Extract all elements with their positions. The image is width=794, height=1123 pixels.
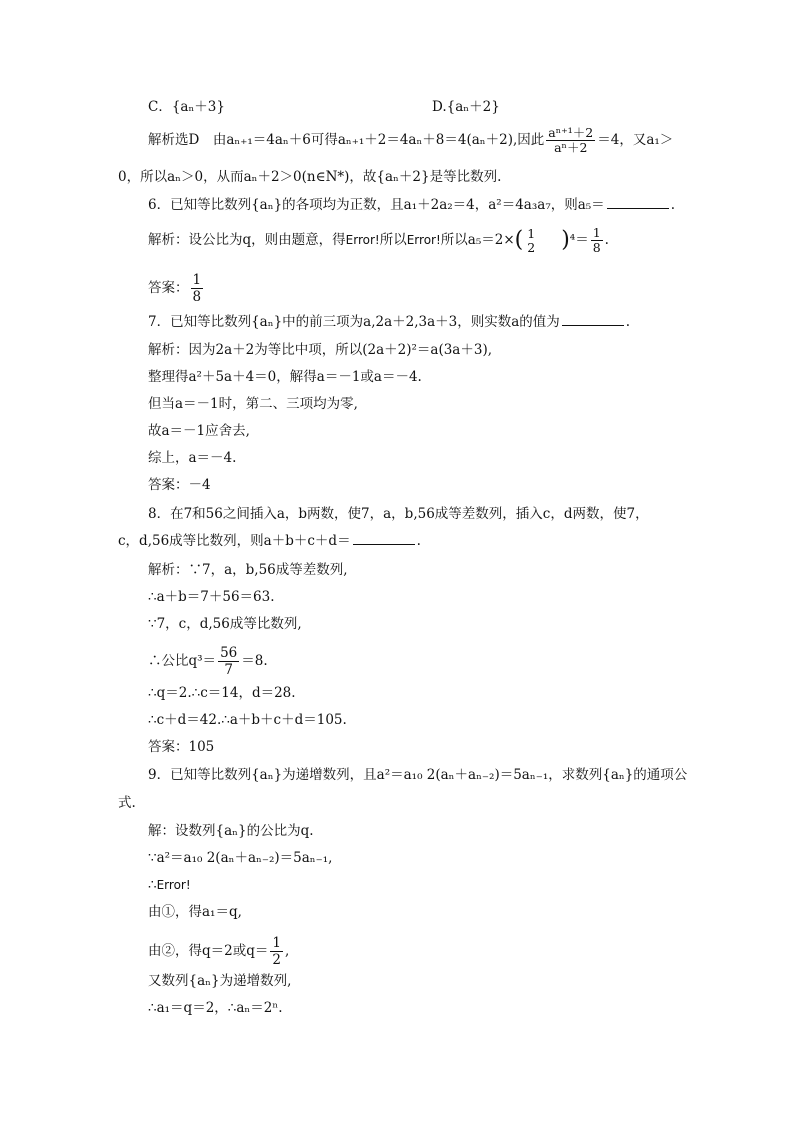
question-7-period: .: [625, 314, 631, 330]
question-6-text: 6．已知等比数列{aₙ}的各项均为正数，且a₁＋2a₂＝4，a²＝4a₃a₇，则a₅＝: [148, 197, 605, 213]
solution-8-step-5: ∴q＝2.∴c＝14，d＝28.: [148, 685, 296, 701]
therefore-symbol: ∴: [148, 877, 157, 893]
solution-9-step-7: ∴a₁＝q＝2，∴aₙ＝2ⁿ.: [148, 1000, 283, 1016]
solution-8-step-3: ∵7，c，d,56成等比数列,: [148, 616, 302, 632]
solution-8-step-6: ∴c＋d＝42.∴a＋b＋c＋d＝105.: [148, 712, 347, 728]
error-text-3: Error!: [156, 878, 191, 892]
solution-8-step-2: ∴a＋b＝7＋56＝63.: [148, 589, 275, 605]
solution-9-step-4: 由①，得a₁＝q,: [148, 904, 242, 920]
ratio-denominator: aⁿ＋2: [554, 140, 588, 155]
q-half-fraction: [270, 935, 283, 968]
answer-blank-8: [353, 532, 415, 545]
question-7: [148, 313, 630, 331]
solution-6-text-c: 所以a₅＝2×: [440, 232, 515, 248]
solution-6-text-a: 解析：设公比为q，则由题意，得: [148, 232, 346, 248]
question-8-period: .: [416, 533, 421, 549]
solution-7-step-3: 但当a＝－1时，第二、三项均为零,: [148, 396, 358, 412]
solution-5-tail: ＝4，又a₁＞: [597, 132, 674, 148]
answer-blank: [607, 196, 669, 209]
solution-7-step-4: 故a＝－1应舍去,: [148, 423, 250, 439]
half-fraction: [525, 227, 537, 255]
solution-6-line: 解析：设公比为q，则由题意，得Error!所以Error!所以a₅＝2×( 1 2 )⁴＝ $\frac{1}{8}$ .: [148, 225, 609, 255]
ratio-numerator: aⁿ⁺¹＋2: [548, 125, 594, 140]
answer-6-denominator: 8: [192, 289, 202, 305]
ratio-8-numerator: 56: [220, 645, 238, 661]
ratio-fraction: [546, 126, 595, 155]
q-half-denominator: 2: [272, 952, 281, 968]
question-9-line-1: 9．已知等比数列{aₙ}为递增数列，且a²＝a₁₀ 2(aₙ＋aₙ₋₂)＝5aₙ₋₁，求数列{aₙ}的通项公: [148, 767, 688, 783]
result-denominator: 8: [592, 240, 601, 255]
solution-9-step-5: [148, 935, 289, 968]
option-c: C．{aₙ＋3}: [148, 99, 225, 115]
solution-9-step-3: [148, 876, 191, 894]
question-8-line-2: [118, 532, 421, 550]
question-6: [148, 196, 675, 214]
question-9-line-2: 式.: [118, 795, 136, 811]
solution-7-step-5: 综上，a＝－4.: [148, 450, 237, 466]
question-8-line-1: 8．在7和56之间插入a，b两数，使7，a，b,56成等差数列，插入c，d两数，使7，: [148, 506, 649, 522]
ratio-8-denominator: 7: [224, 662, 233, 678]
solution-9-step-1: 解：设数列{aₙ}的公比为q.: [148, 823, 314, 839]
result-numerator: 1: [592, 225, 601, 240]
answer-6-numerator: 1: [192, 272, 202, 288]
option-d: D.{aₙ＋2}: [432, 99, 500, 115]
left-paren: (: [514, 227, 524, 253]
solution-5-line-1: [148, 126, 673, 155]
answer-8: 答案：105: [148, 739, 215, 755]
right-paren: ): [561, 227, 570, 253]
solution-8-step-4: [148, 645, 268, 678]
ratio-result: ＝8.: [241, 653, 268, 669]
ratio-fraction-8: [218, 645, 239, 678]
error-text-2: Error!: [406, 233, 441, 247]
q-half-numerator: 1: [272, 935, 281, 951]
half-denominator: 2: [527, 239, 536, 255]
solution-7-step-1: 解析：因为2a＋2为等比中项，所以(2a＋2)²＝a(3a＋3),: [148, 342, 492, 358]
answer-label: 答案：: [148, 280, 189, 296]
power-equals: ⁴＝: [569, 232, 589, 248]
solution-8-step-1: 解析：∵7，a，b,56成等差数列,: [148, 562, 348, 578]
comma: ,: [284, 943, 290, 959]
solution-5-line-2: 0，所以aₙ＞0，从而aₙ＋2＞0(n∈N*)，故{aₙ＋2}是等比数列.: [118, 169, 502, 185]
solution-9-step-6: 又数列{aₙ}为递增数列,: [148, 973, 292, 989]
solution-6-text-b: 所以: [379, 232, 407, 248]
q-values-text: 由②，得q＝2或q＝: [148, 943, 269, 959]
question-8-text: c，d,56成等比数列，则a＋b＋c＋d＝: [118, 533, 351, 549]
answer-6-fraction: [191, 272, 204, 305]
question-7-text: 7．已知等比数列{aₙ}中的前三项为a,2a＋2,3a＋3，则实数a的值为: [148, 314, 560, 330]
solution-5-text: 解析选D 由aₙ₊₁＝4aₙ＋6可得aₙ₊₁＋2＝4aₙ＋8＝4(aₙ＋2),因此: [148, 132, 545, 148]
error-text-1: Error!: [345, 233, 380, 247]
result-fraction: [591, 226, 603, 255]
ratio-text: ∴公比q³＝: [148, 653, 217, 669]
half-numerator: 1: [527, 225, 536, 241]
answer-blank-7: [562, 313, 624, 326]
answer-6: [148, 272, 205, 305]
solution-9-step-2: ∵a²＝a₁₀ 2(aₙ＋aₙ₋₂)＝5aₙ₋₁,: [148, 850, 333, 866]
solution-7-step-2: 整理得a²＋5a＋4＝0，解得a＝－1或a＝－4.: [148, 369, 422, 385]
answer-7: 答案：－4: [148, 477, 211, 493]
question-6-period: .: [670, 197, 675, 213]
